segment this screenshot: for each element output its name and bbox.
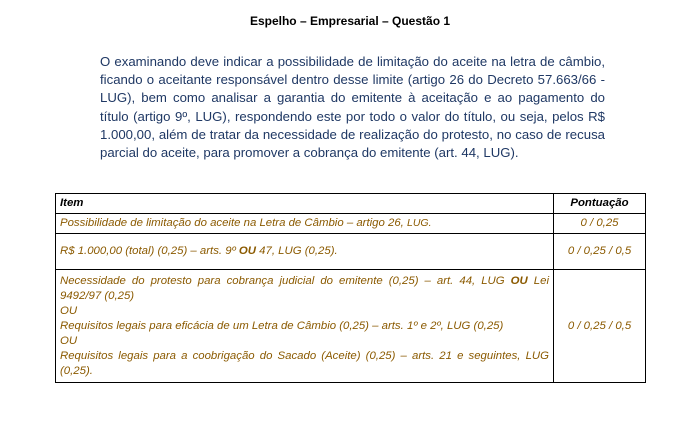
or-separator: OU <box>60 304 78 317</box>
item-cell <box>56 214 554 234</box>
score-cell: 0 / 0,25 <box>554 214 646 234</box>
item-text: Lei 9492/97 (0,25) <box>60 274 549 302</box>
item-text: Necessidade do protesto para cobrança judicial do emitente (0,25) – art. 44, LUG <box>60 274 511 287</box>
item-cell <box>56 234 554 270</box>
item-cell <box>56 270 554 383</box>
item-text: 47, LUG (0,25). <box>256 245 338 257</box>
item-text-small: LUG. <box>407 217 432 229</box>
score-cell: 0 / 0,25 / 0,5 <box>554 234 646 270</box>
table-header-row <box>56 194 646 214</box>
table-row <box>56 270 646 383</box>
item-line-3: Requisitos legais para a coobrigação do Sacado (Aceite) (0,25) – arts. 21 e seguintes, LUG (0,25). <box>60 349 549 377</box>
item-text: R$ 1.000,00 (total) (0,25) – arts. 9º <box>60 245 239 257</box>
or-separator: OU <box>60 334 78 347</box>
item-line-1 <box>60 274 549 304</box>
instruction-paragraph: O examinando deve indicar a possibilidade de limitação do aceite na letra de câmbio, ficando o aceitante responsável dentro desse limite (artigo 26 do Decreto 57.663/66 - LUG), bem como analisar a garantia do emitente à aceitação e ao pagamento do título (artigo 9º, LUG), respondendo este por todo o valor do título, ou seja, pelos R$ 1.000,00, além de tratar da necessidade de realização do protesto, no caso de recusa parcial do aceite, para promover a cobrança do emitente (art. 44, LUG). <box>100 54 605 161</box>
page-title: Espelho – Empresarial – Questão 1 <box>249 14 451 28</box>
item-line-2: Requisitos legais para eficácia de um Letra de Câmbio (0,25) – arts. 1º e 2º, LUG (0,25) <box>60 319 504 332</box>
header-item: Item <box>56 194 554 214</box>
item-text: Possibilidade de limitação do aceite na Letra de Câmbio – artigo 26, <box>60 217 407 229</box>
grading-table <box>55 193 646 383</box>
or-connector: OU <box>238 245 257 257</box>
table-row <box>56 214 646 234</box>
table-row <box>56 234 646 270</box>
or-connector: OU <box>510 274 528 287</box>
score-cell: 0 / 0,25 / 0,5 <box>554 270 646 383</box>
header-score: Pontuação <box>554 194 646 214</box>
